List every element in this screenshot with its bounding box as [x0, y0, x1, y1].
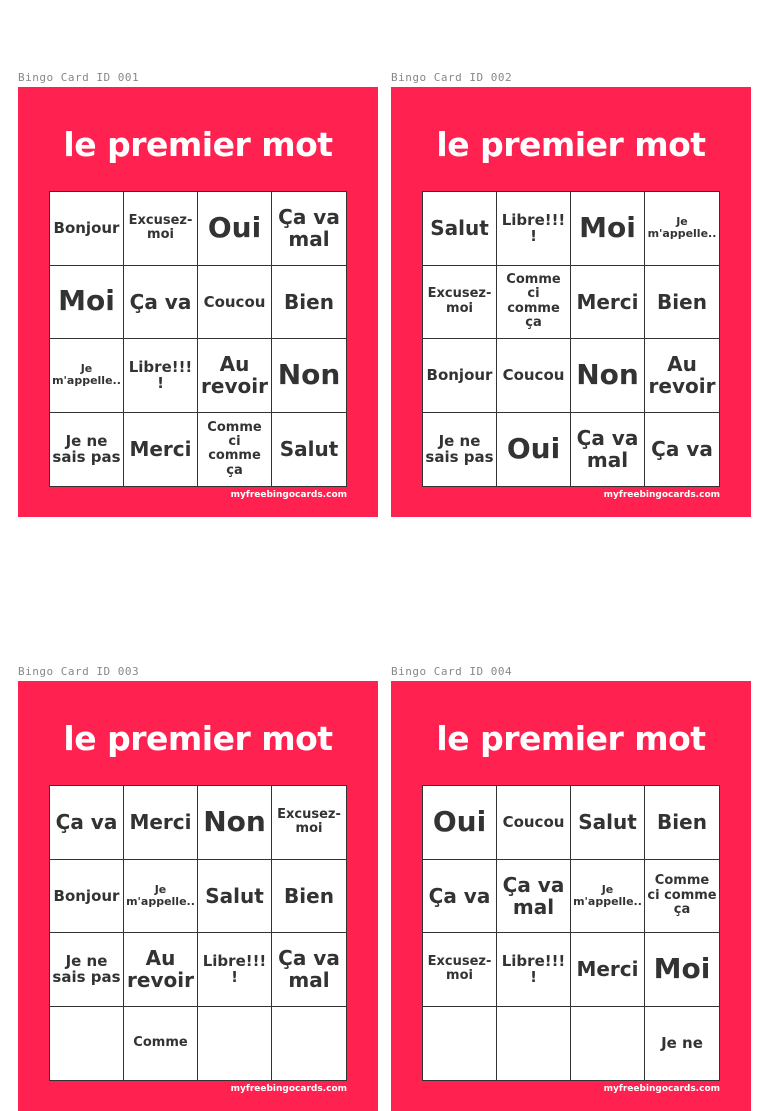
- bingo-cell: Libre!!!!: [198, 933, 272, 1007]
- bingo-cell: Salut: [279, 437, 339, 462]
- card-title: le premier mot: [63, 719, 333, 758]
- bingo-cell: Salut: [571, 786, 645, 860]
- bingo-cell: Au revoir: [124, 933, 198, 1007]
- bingo-cell: Je ne sais pas: [50, 933, 124, 1007]
- bingo-cell: Au revoir: [645, 339, 719, 413]
- bingo-cell: Je m'appelle..: [645, 192, 719, 266]
- bingo-cell: Bien: [645, 786, 719, 860]
- bingo-cell: [423, 1007, 497, 1081]
- bingo-cell: Moi: [645, 933, 719, 1007]
- bingo-cell: [571, 1007, 645, 1081]
- bingo-cell: [50, 1007, 124, 1081]
- bingo-cell: Bonjour: [50, 192, 124, 266]
- card-body: [391, 681, 751, 1111]
- bingo-cell: Salut: [198, 860, 272, 934]
- card-footer-url: myfreebingocards.com: [230, 490, 347, 500]
- bingo-cell: [497, 1007, 571, 1081]
- bingo-cell: Ça va: [423, 860, 497, 934]
- bingo-cell: Merci: [571, 933, 645, 1007]
- bingo-card-4: [391, 665, 751, 1111]
- bingo-cell: Ça va: [124, 266, 198, 340]
- bingo-cell: Libre!!!!: [124, 339, 198, 413]
- bingo-cell: Non: [571, 339, 645, 413]
- bingo-card-1: [18, 71, 378, 517]
- card-title: le premier mot: [436, 125, 706, 164]
- bingo-grid: [49, 191, 347, 487]
- bingo-cell: Je ne sais pas: [423, 413, 497, 487]
- bingo-cell: Non: [272, 339, 346, 413]
- card-body: [18, 87, 378, 517]
- bingo-cell: Merci: [571, 266, 645, 340]
- bingo-cell: [198, 1007, 272, 1081]
- bingo-cell: Bien: [272, 860, 346, 934]
- bingo-cell: Merci: [124, 413, 198, 487]
- bingo-cell: Je m'appelle..: [571, 860, 645, 934]
- bingo-cell: Comme ci comme ça: [497, 266, 571, 340]
- bingo-cell: Excusez-moi: [423, 933, 497, 1007]
- bingo-cell: Comme: [124, 1007, 198, 1081]
- bingo-cell: Je ne: [661, 1034, 703, 1052]
- bingo-card-3: [18, 665, 378, 1111]
- bingo-cell: Ça va: [50, 786, 124, 860]
- bingo-cell: Excusez-moi: [423, 266, 497, 340]
- bingo-cell: Au revoir: [198, 339, 272, 413]
- bingo-cell: Libre!!!!: [497, 933, 571, 1007]
- card-id-label: Bingo Card ID 003: [18, 665, 140, 678]
- bingo-cell: Excusez-moi: [124, 192, 198, 266]
- bingo-cell: Bien: [645, 266, 719, 340]
- bingo-cell: Libre!!!!: [497, 192, 571, 266]
- bingo-cell: Je ne sais pas: [50, 413, 124, 487]
- bingo-cell: Oui: [198, 192, 272, 266]
- bingo-cell: Comme ci comme ça: [645, 860, 719, 934]
- bingo-cell: Je m'appelle..: [50, 339, 124, 413]
- bingo-cell: Coucou: [198, 266, 272, 340]
- bingo-cell: Ça va mal: [497, 860, 571, 934]
- card-footer-url: myfreebingocards.com: [603, 490, 720, 500]
- bingo-cell: Excusez-moi: [272, 786, 346, 860]
- card-title: le premier mot: [436, 719, 706, 758]
- card-footer-url: myfreebingocards.com: [603, 1084, 720, 1094]
- bingo-cell: Moi: [50, 266, 124, 340]
- card-title: le premier mot: [63, 125, 333, 164]
- card-id-label: Bingo Card ID 004: [391, 665, 513, 678]
- bingo-cell: [272, 1007, 346, 1081]
- bingo-cell: Ça va mal: [272, 933, 346, 1007]
- bingo-cell: Comme ci comme ça: [198, 413, 272, 487]
- bingo-cell: Ça va mal: [571, 413, 645, 487]
- card-id-label: Bingo Card ID 002: [391, 71, 513, 84]
- bingo-cell: Ça va: [651, 437, 713, 462]
- bingo-cell: Ça va mal: [272, 192, 346, 266]
- bingo-cell: Merci: [124, 786, 198, 860]
- bingo-cell: Coucou: [497, 339, 571, 413]
- bingo-cell: Non: [198, 786, 272, 860]
- card-body: [391, 87, 751, 517]
- bingo-cell: Bonjour: [50, 860, 124, 934]
- bingo-cell: Bien: [272, 266, 346, 340]
- bingo-cell: Oui: [497, 413, 571, 487]
- bingo-cell: Je m'appelle..: [124, 860, 198, 934]
- bingo-card-2: [391, 71, 751, 517]
- bingo-cell: Coucou: [497, 786, 571, 860]
- bingo-cell: Oui: [423, 786, 497, 860]
- bingo-cell: Bonjour: [423, 339, 497, 413]
- bingo-grid: [422, 191, 720, 487]
- card-body: [18, 681, 378, 1111]
- bingo-grid: [49, 785, 347, 1081]
- card-footer-url: myfreebingocards.com: [230, 1084, 347, 1094]
- bingo-cell: Salut: [423, 192, 497, 266]
- card-id-label: Bingo Card ID 001: [18, 71, 140, 84]
- bingo-grid: [422, 785, 720, 1081]
- bingo-cell: Moi: [571, 192, 645, 266]
